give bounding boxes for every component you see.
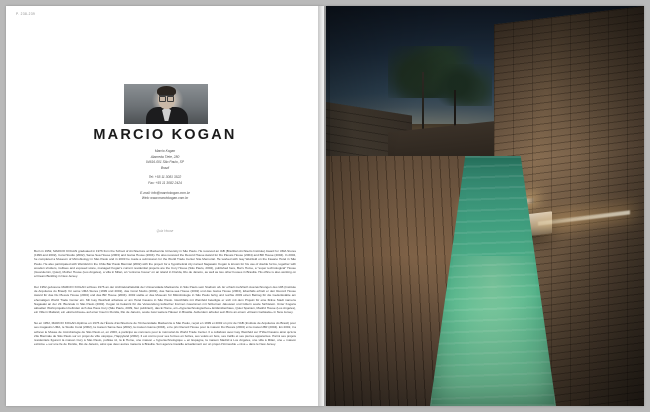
country: Brazil — [160, 165, 170, 170]
architect-portrait-photo — [124, 84, 208, 124]
phone-group — [6, 175, 324, 186]
paragraph-english: Born in 1952, MARCIO KOGAN graduated in 1976 from the School of Architecture at Mackenzie University in São Paulo. He received an IAB (Brazilian Architects Institute) Award for UMA Stores (1999 and 2002), Coral Studio (2002), Same Sea House (2003) and Gama House (2004). He also received the Record House Award for Du Plessis House (2004) and BR House (2004). In 2002, he completed a Museum of Microbiology in São Paulo and in 2003 he made a submission for the World Trade Center Site Memorial. He worked with Isay Weinfeld on the Fasano Hotel in São Paulo. He also participated with Weinfeld in the Chile Bar Paulo Biennial (2002) with the project for a hypothetical city named Nagasaki. Kogan is known for his use of double forms, together with wooden shutters, trellises and exposed stone, managed Kogan's current residential projects are the Cury House (São Paulo, 2002), published here, Bar's Home, a "super technological" House (Guarulemin, Quiet), Mother House (Los Angeles), a villa in Milan, an "extreme house" on an island in Florida, Rio de Janeiro, as well as two other houses in Brasilia. His office is also working on a Dream Building in New Jersey. — [34, 249, 296, 278]
paragraph-german: Der 1952 geborene MARCIO KOGAN schloss 1976 an der Architekturfakultät der Universidade Mackenzie in São Paulo sein Studium ab. Er erhielt mehrfach Auszeichnungen des IAB (Institute de Arquitetos do Brasil): für seine UMA Stores (1999 und 2002), das Coral Studio (2002), das Same-sea House (2002) und das Gama House (2004), Ebenfalls erhielt er den Record House Award für das Du Plessis House (2004) und das BR House (2004). 2002 stellte er das Museum für Mikrobiologie in São Paulo fertig und reichte 2003 einen Beitrag für die Gedenkstätte am ehemaligen World Trade Center ein. Mit Isay Weinfeld arbeitete er am Hotel Fasano in São Paulo. Gleichfalls mit Weinfeld beteiligte er sich mit dem Projekt für eine fiktive Stadt namens Nagasaki an der 23. Biennale in São Paulo (2002). Kogan ist bekannt für die Verwendung kubischer Formen zusammen mit hölzernen Jalousien und Gittern sowie Sichtstein. Unter Kogans aktuellen Wohnprojekten befinden sich das Haus Cury (São Paulo, 2009, hier publiziert), das E Home, ein «hypertechnologisches» Einfamilienhaus, Quiet Spanien, Madrid House (Los Angeles), ein Villa in Mailand, ein «Extremhaus» auf einer Insel in Florida, Rio de Janeiro, sowie zwei weitere Häuser in Brasilia. Außerdem arbeitet sein Büro an einem «Dream Gebäude» in New Jersey. — [34, 285, 296, 315]
page-title: MARCIO KOGAN — [93, 127, 237, 143]
contact-block — [6, 149, 324, 202]
fax: Fax: +55 11 3082 2424 — [148, 180, 182, 185]
left-page — [6, 6, 324, 406]
email[interactable]: E-mail: info@marciokogan.com.br — [140, 190, 190, 195]
photo-credit-caption: Quiz House — [156, 229, 174, 233]
right-page-photograph — [326, 6, 644, 406]
city-address: 04616-001 São Paulo, SP — [145, 160, 185, 165]
online-group — [6, 191, 324, 202]
telephone: Tel: +55 11 3081 3522 — [148, 175, 182, 180]
website[interactable]: Web: www.marciokogan.com.br — [141, 196, 189, 201]
paragraph-french: Né en 1952, MARCIO KOGAN diplôme en 1976 de l'École d'architecture de l'Universidade Mackenzie à São Paulo, reçoit en 1999 et 2002 un prix de l'IAB (Institute de Arquitetos do Brasil) pour ses magasins UMA, le Studio Coral (2002), la maison Same-Sea (2002), la maison Gama (2004), et le prix Record House pour la maison Du Plessis (2004) et la maison BR (2004). En 2002, il a achevé le Musée de microbiologie de São Paulo et, en 2003, a participé au concours pour le mémorial du World Trade Center. Il a collaboré avec Isay Weinfeld sur l'Hôtel Fasano ainsi qu'à la 23e Biennale de São Paulo sur un projet de ville utopique, Happyland (2002). Il est connu pour ses formes en boîtes, ses volets en bois, ses treillis et ses pierres apparentes. Parmi ses projets résidentiels figurent la maison Cury à São Paulo, publiée ici, la E Home, une maison « hypertechnologique » en Espagne, la maison Madrid à Los Angeles, une villa à Milan, une « maison extrême » sur une île de Floride, Rio de Janeiro, ainsi que deux autres maisons à Brasilia. Son agence travaille actuellement sur un projet d'immeuble « rêvé » dans le New Jersey. — [34, 321, 296, 347]
portrait-image — [124, 84, 208, 124]
second-tree-canopy — [430, 64, 492, 106]
glasses-icon — [159, 95, 174, 100]
address-group — [6, 149, 324, 171]
water-reflection — [438, 256, 548, 396]
page-folio: P. 238-239 — [16, 12, 36, 16]
street-address: Alameda Tiete, 280 — [150, 154, 180, 159]
studio-name: Marcio Kogan — [154, 149, 176, 153]
biography-text — [34, 246, 296, 353]
